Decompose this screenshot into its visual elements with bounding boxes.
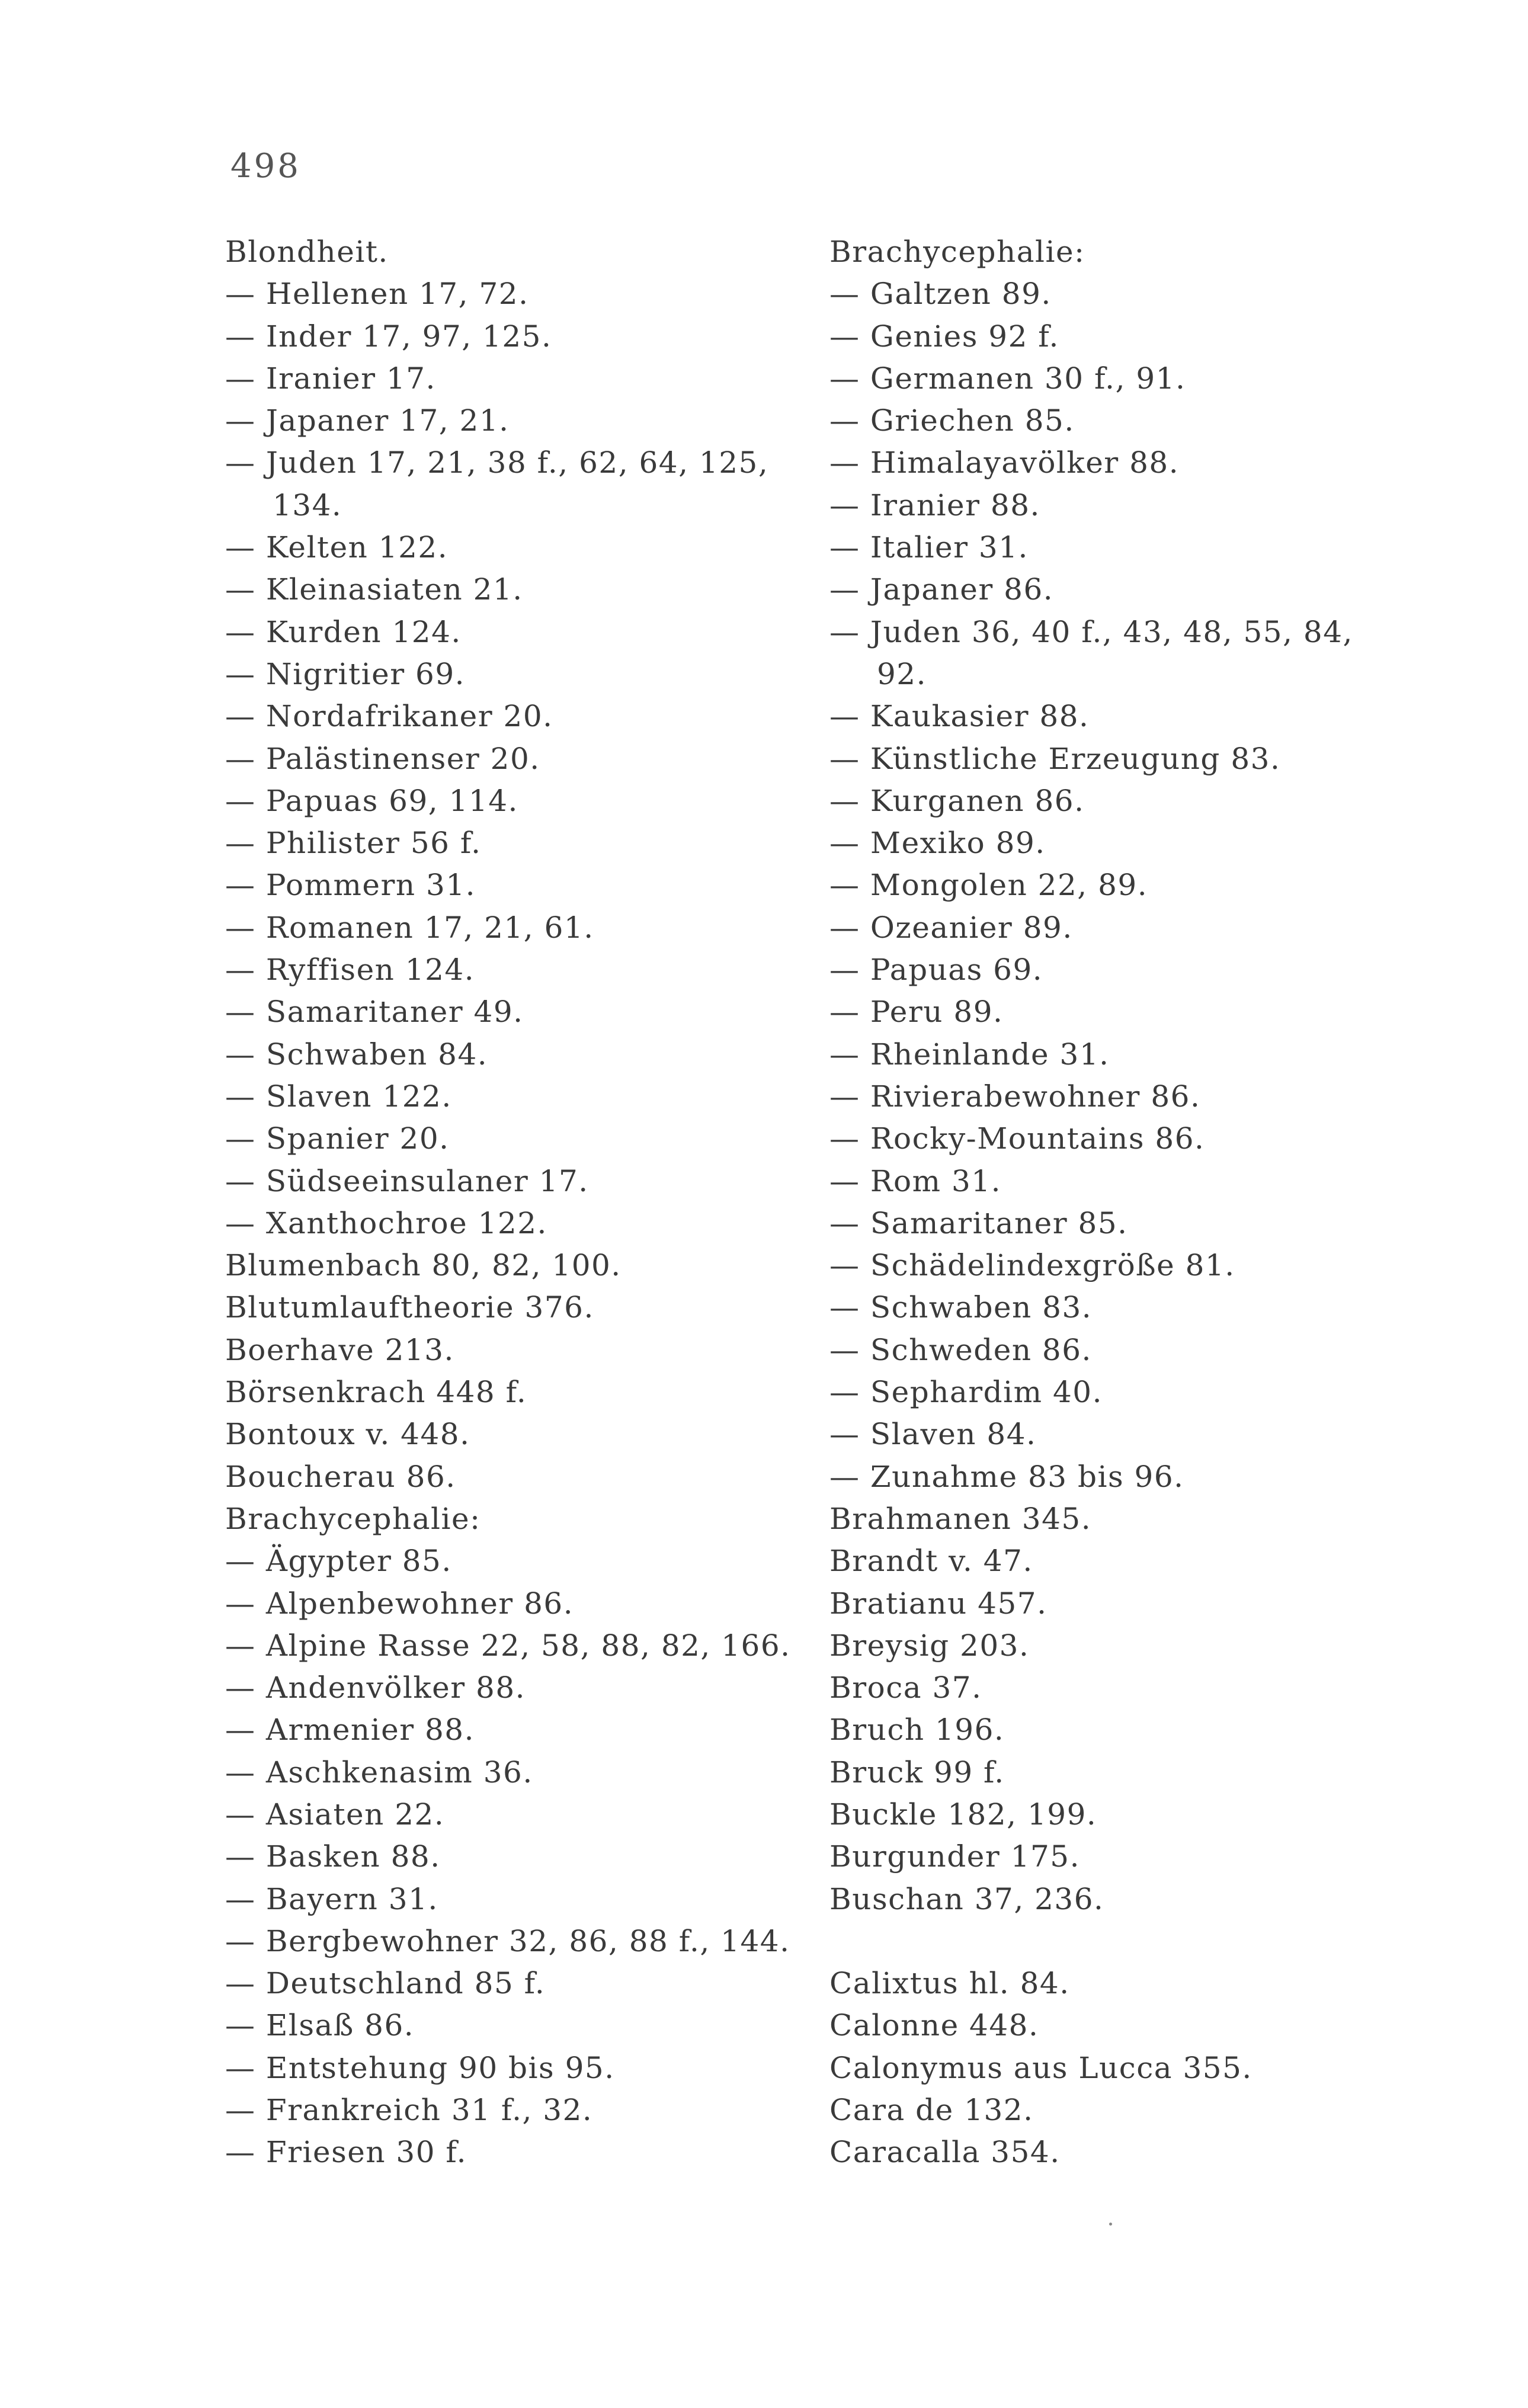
index-entry: Brahmanen 345. <box>829 1501 1092 1536</box>
index-entry: Bontoux v. 448. <box>225 1417 470 1452</box>
index-entry: Buckle 182, 199. <box>829 1797 1097 1832</box>
index-entry: Broca 37. <box>829 1670 982 1705</box>
index-subentry: — Ozeanier 89. <box>829 910 1073 945</box>
index-entry: Buschan 37, 236. <box>829 1881 1104 1916</box>
index-entry: Boerhave 213. <box>225 1332 454 1367</box>
index-subentry: — Deutschland 85 f. <box>225 1966 546 2001</box>
page-number: 498 <box>230 147 301 185</box>
index-subentry: — Japaner 86. <box>829 572 1054 607</box>
index-subentry: — Inder 17, 97, 125. <box>225 319 552 354</box>
index-subentry: — Bergbewohner 32, 86, 88 f., 144. <box>225 1923 790 1958</box>
index-subentry: — Samaritaner 49. <box>225 995 524 1030</box>
index-subentry: — Südseeinsulaner 17. <box>225 1163 589 1198</box>
index-subentry: — Spanier 20. <box>225 1121 450 1156</box>
index-subentry: — Samaritaner 85. <box>829 1205 1128 1240</box>
index-subentry: — Genies 92 f. <box>829 319 1059 354</box>
index-column-left <box>225 231 806 2174</box>
index-subentry: — Schädelindexgröße 81. <box>829 1248 1235 1283</box>
index-column-right <box>829 231 1422 2174</box>
index-subentry: — Künstliche Erzeugung 83. <box>829 741 1281 776</box>
index-subentry: — Kurden 124. <box>225 614 462 649</box>
index-continuation: 92. <box>877 656 927 691</box>
index-entry: Calonymus aus Lucca 355. <box>829 2050 1252 2085</box>
index-subentry: — Basken 88. <box>225 1839 441 1874</box>
index-continuation: 134. <box>273 488 342 522</box>
index-entry: Brandt v. 47. <box>829 1544 1033 1579</box>
index-subentry: — Philister 56 f. <box>225 826 482 861</box>
index-subentry: — Andenvölker 88. <box>225 1670 526 1705</box>
print-speck <box>1109 2223 1112 2226</box>
index-entry: Cara de 132. <box>829 2093 1034 2128</box>
index-subentry: — Kurganen 86. <box>829 783 1085 818</box>
index-subentry: — Alpine Rasse 22, 58, 88, 82, 166. <box>225 1628 791 1663</box>
index-subentry: — Japaner 17, 21. <box>225 403 510 438</box>
index-spacer <box>829 1920 1422 1963</box>
index-entry: Burgunder 175. <box>829 1839 1080 1874</box>
index-subentry: — Armenier 88. <box>225 1713 475 1748</box>
index-subentry: — Slaven 84. <box>829 1417 1037 1452</box>
index-subentry: — Papuas 69. <box>829 953 1043 987</box>
index-entry: Brachycephalie: <box>829 235 1085 269</box>
index-subentry: — Entstehung 90 bis 95. <box>225 2050 615 2085</box>
index-subentry: — Ryffisen 124. <box>225 953 475 987</box>
index-subentry: — Hellenen 17, 72. <box>225 277 529 312</box>
index-entry: Breysig 203. <box>829 1628 1030 1663</box>
index-subentry: — Pommern 31. <box>225 868 476 903</box>
index-subentry: — Friesen 30 f. <box>225 2135 467 2170</box>
index-subentry: — Kelten 122. <box>225 530 449 565</box>
index-subentry: — Rivierabewohner 86. <box>829 1079 1201 1114</box>
index-subentry: — Frankreich 31 f., 32. <box>225 2093 593 2128</box>
index-entry: Brachycephalie: <box>225 1501 481 1536</box>
index-subentry: — Iranier 88. <box>829 488 1040 522</box>
index-subentry: — Ägypter 85. <box>225 1544 452 1579</box>
index-subentry: — Alpenbewohner 86. <box>225 1586 574 1621</box>
index-subentry: — Juden 36, 40 f., 43, 48, 55, 84, <box>829 614 1353 649</box>
index-subentry: — Nigritier 69. <box>225 656 466 691</box>
index-subentry: — Rheinlande 31. <box>829 1037 1110 1072</box>
index-subentry: — Slaven 122. <box>225 1079 452 1114</box>
index-subentry: — Xanthochroe 122. <box>225 1205 547 1240</box>
index-entry: Bruck 99 f. <box>829 1755 1005 1790</box>
index-subentry: — Mexiko 89. <box>829 826 1046 861</box>
index-entry: Boucherau 86. <box>225 1459 456 1494</box>
index-subentry: — Palästinenser 20. <box>225 741 540 776</box>
index-entry: Blondheit. <box>225 235 389 269</box>
index-subentry: — Mongolen 22, 89. <box>829 868 1148 903</box>
index-subentry: — Sephardim 40. <box>829 1375 1103 1410</box>
index-entry: Caracalla 354. <box>829 2135 1061 2170</box>
index-entry: Calonne 448. <box>829 2008 1039 2043</box>
index-subentry: — Schwaben 83. <box>829 1290 1093 1325</box>
index-subentry: — Rocky-Mountains 86. <box>829 1121 1205 1156</box>
index-subentry: — Zunahme 83 bis 96. <box>829 1459 1184 1494</box>
index-subentry: — Iranier 17. <box>225 361 436 396</box>
index-subentry: — Kleinasiaten 21. <box>225 572 523 607</box>
index-entry: Bratianu 457. <box>829 1586 1048 1621</box>
index-subentry: — Elsaß 86. <box>225 2008 415 2043</box>
index-subentry: — Griechen 85. <box>829 403 1075 438</box>
index-entry: Bruch 196. <box>829 1713 1005 1748</box>
index-subentry: — Italier 31. <box>829 530 1029 565</box>
index-subentry: — Romanen 17, 21, 61. <box>225 910 594 945</box>
index-subentry: — Galtzen 89. <box>829 277 1052 312</box>
index-subentry: — Asiaten 22. <box>225 1797 445 1832</box>
index-subentry: — Germanen 30 f., 91. <box>829 361 1186 396</box>
index-subentry: — Kaukasier 88. <box>829 699 1090 734</box>
index-subentry: — Schwaben 84. <box>225 1037 488 1072</box>
index-subentry: — Nordafrikaner 20. <box>225 699 553 734</box>
index-entry: Börsenkrach 448 f. <box>225 1375 527 1410</box>
index-entry: Blutumlauftheorie 376. <box>225 1290 594 1325</box>
index-entry: Blumenbach 80, 82, 100. <box>225 1248 622 1283</box>
index-subentry: — Schweden 86. <box>829 1332 1092 1367</box>
index-subentry: — Peru 89. <box>829 995 1004 1030</box>
index-subentry: — Papuas 69, 114. <box>225 783 518 818</box>
index-subentry: — Rom 31. <box>829 1163 1001 1198</box>
index-subentry: — Bayern 31. <box>225 1881 438 1916</box>
index-entry: Calixtus hl. 84. <box>829 1966 1070 2001</box>
index-subentry: — Juden 17, 21, 38 f., 62, 64, 125, <box>225 445 769 480</box>
index-subentry: — Aschkenasim 36. <box>225 1755 533 1790</box>
index-subentry: — Himalayavölker 88. <box>829 445 1180 480</box>
